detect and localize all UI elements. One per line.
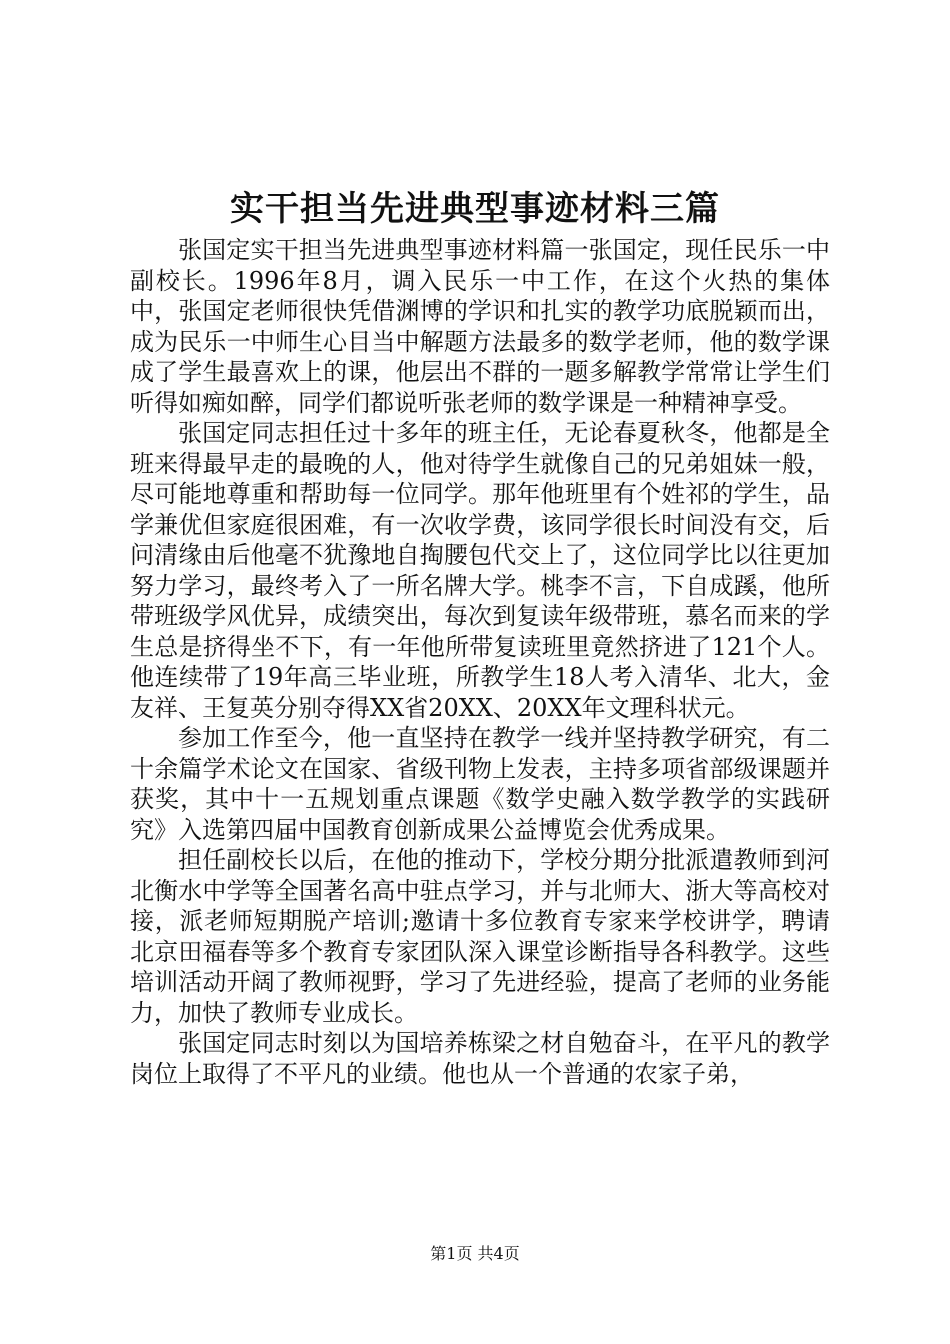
paragraph-4: 担任副校长以后，在他的推动下，学校分期分批派遣教师到河北衡水中学等全国著名高中驻点学习，并与北师大、浙大等高校对接，派老师短期脱产培训;邀请十多位教育专家来学校讲学，聘请北京田福春等多个教育专家团队深入课堂诊断指导各科教学。这些培训活动开阔了教师视野，学习了先进经验，提高了老师的业务能力，加快了教师专业成长。 bbox=[130, 846, 830, 1027]
paragraph-5: 张国定同志时刻以为国培养栋梁之材自勉奋斗，在平凡的教学岗位上取得了不平凡的业绩。他也从一个普通的农家子弟， bbox=[130, 1029, 830, 1088]
page-footer: 第1页 共4页 bbox=[430, 1244, 520, 1263]
paragraph-1: 张国定实干担当先进典型事迹材料篇一张国定，现任民乐一中副校长。1996年8月，调入民乐一中工作，在这个火热的集体中，张国定老师很快凭借渊博的学识和扎实的教学功底脱颖而出，成为民乐一中师生心目当中解题方法最多的数学老师，他的数学课成了学生最喜欢上的课，他层出不群的一题多解教学常常让学生们听得如痴如醉，同学们都说听张老师的数学课是一种精神享受。 bbox=[130, 236, 830, 417]
paragraph-3: 参加工作至今，他一直坚持在教学一线并坚持教学研究，有二十余篇学术论文在国家、省级刊物上发表，主持多项省部级课题并获奖，其中十一五规划重点课题《数学史融入数学教学的实践研究》入选第四届中国教育创新成果公益博览会优秀成果。 bbox=[130, 724, 830, 844]
document-title: 实干担当先进典型事迹材料三篇 bbox=[230, 189, 720, 229]
paragraph-2: 张国定同志担任过十多年的班主任，无论春夏秋冬，他都是全班来得最早走的最晚的人，他对待学生就像自己的兄弟姐妹一般，尽可能地尊重和帮助每一位同学。那年他班里有个姓祁的学生，品学兼优但家庭很困难，有一次收学费，该同学很长时间没有交，后问清缘由后他毫不犹豫地自掏腰包代交上了，这位同学比以往更加努力学习，最终考入了一所名牌大学。桃李不言，下自成蹊，他所带班级学风优异，成绩突出，每次到复读年级带班，慕名而来的学生总是挤得坐不下，有一年他所带复读班里竟然挤进了121个人。他连续带了19年高三毕业班，所教学生18人考入清华、北大，金友祥、王复英分别夺得XX省20XX、20XX年文理科状元。 bbox=[130, 419, 830, 722]
document-body bbox=[130, 235, 830, 1089]
